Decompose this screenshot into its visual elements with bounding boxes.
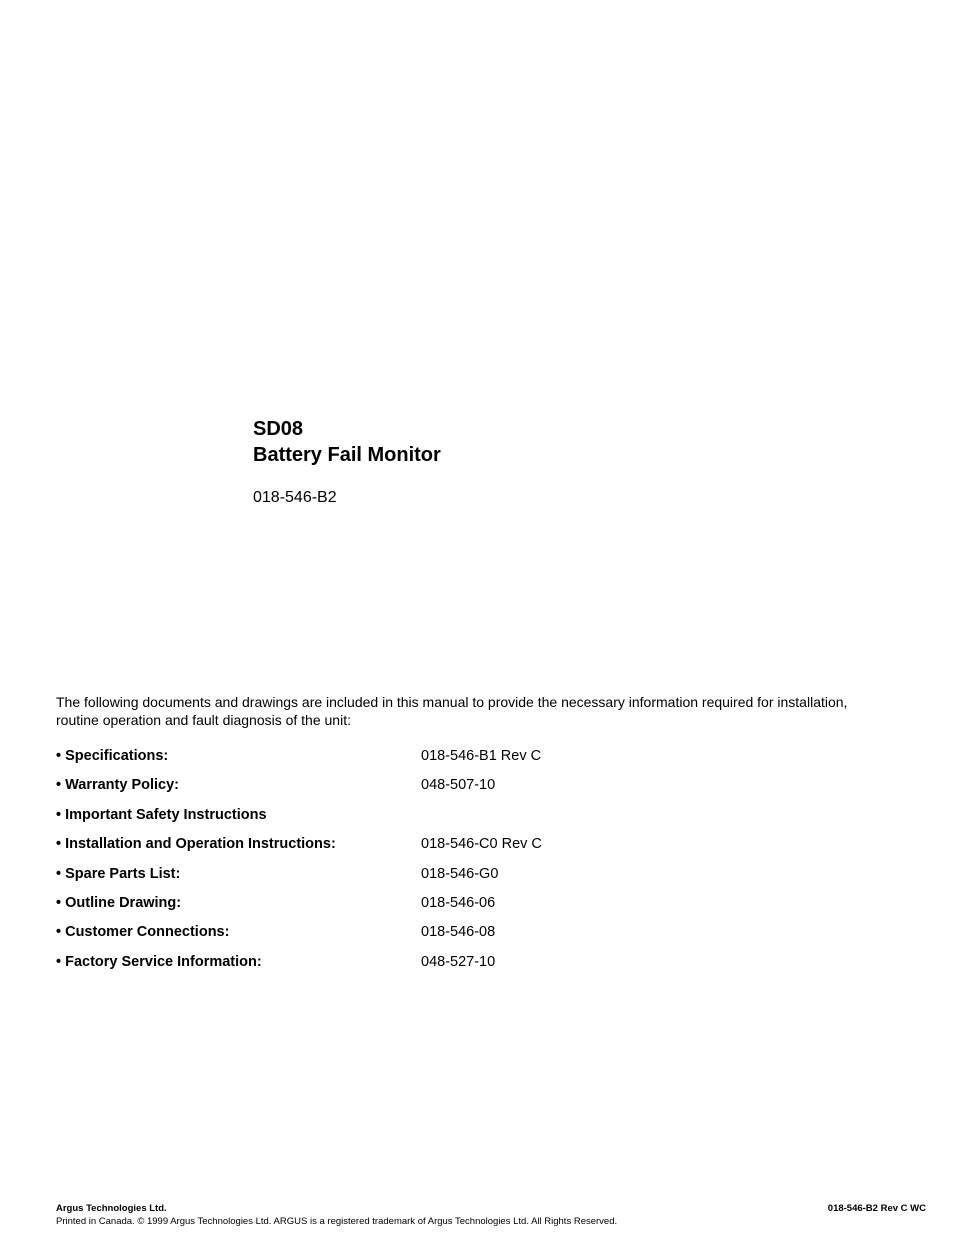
document-ref: 048-507-10 — [421, 777, 496, 794]
document-label: • Spare Parts List: — [56, 865, 181, 882]
document-label: • Specifications: — [56, 748, 169, 764]
footer-doc-ref: 018-546-B2 Rev C WC — [827, 1203, 926, 1214]
list-item — [56, 864, 656, 893]
document-list — [56, 746, 656, 981]
document-number: 018-546-B2 — [253, 489, 337, 506]
document-ref: 018-546-G0 — [421, 865, 499, 882]
document-label: • Installation and Operation Instructions: — [56, 836, 336, 853]
document-label: • Customer Connections: — [56, 924, 230, 941]
list-item — [56, 893, 656, 922]
document-label: • Important Safety Instructions — [56, 806, 267, 823]
document-label: • Warranty Policy: — [56, 777, 179, 794]
title-block — [253, 416, 441, 508]
document-label: • Outline Drawing: — [56, 894, 182, 911]
document-ref: 048-527-10 — [421, 953, 496, 970]
model-title: SD08 — [253, 418, 304, 440]
list-item — [56, 952, 656, 981]
product-title: Battery Fail Monitor — [253, 444, 441, 466]
footer-copyright: Printed in Canada. © 1999 Argus Technologies Ltd. ARGUS is a registered trademark of Argus Technologies Ltd. All Rights Reserved. — [56, 1216, 618, 1227]
list-item — [56, 834, 656, 863]
document-ref: 018-546-B1 Rev C — [421, 748, 542, 764]
list-item — [56, 775, 656, 804]
document-label: • Factory Service Information: — [56, 953, 262, 970]
list-item — [56, 746, 656, 775]
page-footer — [56, 1202, 926, 1228]
footer-company: Argus Technologies Ltd. — [56, 1203, 167, 1214]
document-ref: 018-546-08 — [421, 924, 496, 941]
document-ref: 018-546-06 — [421, 894, 496, 911]
document-ref: 018-546-C0 Rev C — [421, 836, 542, 853]
intro-paragraph: The following documents and drawings are included in this manual to provide the necessary information required for installation, routine operation and fault diagnosis of the unit: — [56, 694, 848, 728]
list-item — [56, 805, 656, 834]
list-item — [56, 922, 656, 951]
